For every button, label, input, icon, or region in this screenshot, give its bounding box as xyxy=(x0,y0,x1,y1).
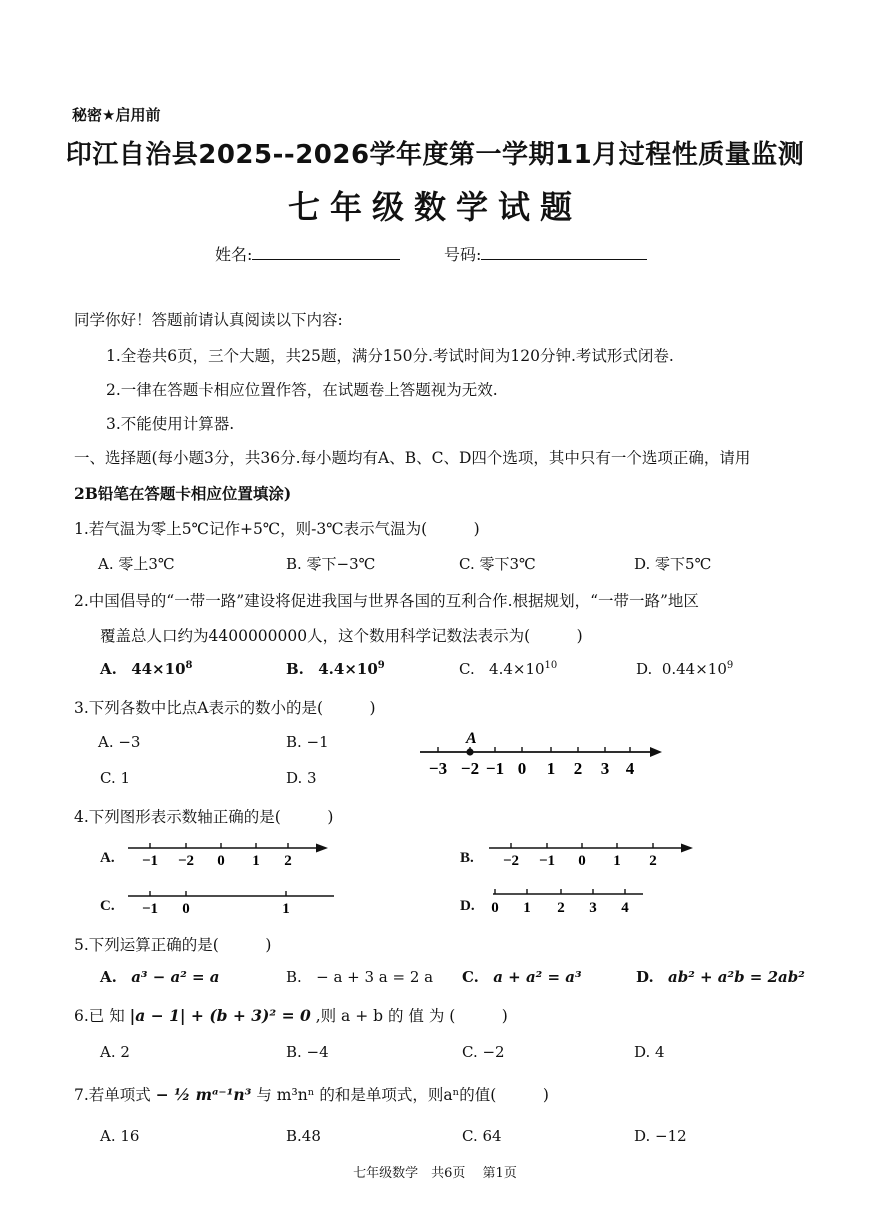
q7-option-b[interactable]: B.48 xyxy=(286,1127,321,1145)
axis-tick-label: −1 xyxy=(141,901,159,917)
q1-option-a[interactable]: A. 零上3℃ xyxy=(98,555,175,573)
name-label: 姓名: xyxy=(215,245,253,264)
q6-option-d[interactable]: D. 4 xyxy=(634,1043,665,1061)
option-letter: B. xyxy=(286,968,302,986)
axis-arrow-icon xyxy=(681,844,693,853)
q7-stem xyxy=(74,1083,549,1105)
q2-option-b[interactable] xyxy=(286,660,385,678)
axis-tick-label: 3 xyxy=(589,900,597,916)
section1-heading-cont: 2B铅笔在答题卡相应位置填涂) xyxy=(74,484,292,503)
option-letter: C. xyxy=(459,660,475,678)
axis-tick-label: −1 xyxy=(141,853,159,869)
name-field[interactable] xyxy=(215,242,400,265)
axis-tick-label: 4 xyxy=(621,900,629,916)
axis-tick-label: 1 xyxy=(523,900,531,916)
option-letter: D. xyxy=(636,660,653,678)
axis-tick-label: 0 xyxy=(517,759,527,778)
axis-tick-label: 2 xyxy=(649,853,657,869)
axis-tick-label: 2 xyxy=(284,853,292,869)
exam-subtitle: 七年级数学试题 xyxy=(287,188,582,226)
q6-stem-prefix: 6.已 知 xyxy=(74,1007,125,1025)
axis-tick-label: −1 xyxy=(485,759,505,778)
q6-option-c[interactable]: C. −2 xyxy=(462,1043,505,1061)
option-value: 0.44×10 xyxy=(661,660,727,678)
q5-option-b[interactable] xyxy=(286,968,433,986)
q1-option-d[interactable]: D. 零下5℃ xyxy=(634,555,712,573)
q1-stem: 1.若气温为零上5℃记作+5℃，则-3℃表示气温为( ) xyxy=(74,520,480,538)
q6-stem xyxy=(74,1004,508,1026)
option-exponent: 10 xyxy=(544,660,558,671)
option-value: − a + 3 a = 2 a xyxy=(316,968,434,986)
axis-tick-label: 0 xyxy=(578,853,586,869)
q3-option-b[interactable]: B. −1 xyxy=(286,733,329,751)
axis-tick-label: −3 xyxy=(428,759,448,778)
q4-option-d-letter[interactable]: D. xyxy=(460,898,475,914)
q4-axis-d[interactable] xyxy=(487,882,647,920)
option-exponent: 9 xyxy=(377,660,385,671)
number-label: 号码: xyxy=(444,245,482,264)
q7-stem-suffix: 与 m³nⁿ 的和是单项式，则aⁿ的值( ) xyxy=(256,1086,549,1104)
q3-number-line xyxy=(416,728,666,782)
axis-tick-label: 1 xyxy=(252,853,260,869)
axis-tick-label: 2 xyxy=(557,900,565,916)
q4-axis-c[interactable] xyxy=(126,884,336,920)
instructions-greeting: 同学你好！答题前请认真阅读以下内容: xyxy=(74,311,343,329)
secret-label: 秘密★启用前 xyxy=(72,106,161,124)
option-letter: D. xyxy=(636,968,654,986)
q2-option-a[interactable] xyxy=(100,660,192,678)
page-footer: 七年级数学 共6页 第1页 xyxy=(353,1166,517,1181)
q7-option-d[interactable]: D. −12 xyxy=(634,1127,687,1145)
q4-stem: 4.下列图形表示数轴正确的是( ) xyxy=(74,808,334,826)
axis-tick-label: −2 xyxy=(177,853,195,869)
option-letter: B. xyxy=(286,660,304,678)
option-letter: A. xyxy=(100,968,117,986)
option-value: a³ − a² = a xyxy=(131,968,220,986)
axis-tick-label: 0 xyxy=(217,853,225,869)
option-value: 4.4×10 xyxy=(489,660,545,678)
q7-stem-prefix: 7.若单项式 xyxy=(74,1086,151,1104)
axis-arrow-icon xyxy=(650,747,662,757)
q5-option-d[interactable] xyxy=(636,968,805,986)
instruction-item: 1.全卷共6页，三个大题，共25题，满分150分.考试时间为120分钟.考试形式闭卷. xyxy=(106,347,674,365)
q2-option-c[interactable] xyxy=(459,660,557,678)
option-value: a + a² = a³ xyxy=(493,968,582,986)
point-a-label: A xyxy=(466,730,477,747)
q3-option-d[interactable]: D. 3 xyxy=(286,769,317,787)
axis-arrow-icon xyxy=(316,844,328,853)
option-value: 44×10 xyxy=(131,660,186,678)
q5-option-c[interactable] xyxy=(462,968,582,986)
section1-heading: 一、选择题(每小题3分，共36分.每小题均有A、B、C、D四个选项，其中只有一个选项正确，请用 xyxy=(74,449,751,467)
q7-option-c[interactable]: C. 64 xyxy=(462,1127,502,1145)
q4-option-a-letter[interactable]: A. xyxy=(100,850,115,866)
axis-tick-label: 3 xyxy=(600,759,610,778)
q4-axis-a[interactable] xyxy=(126,836,331,872)
axis-tick-label: −1 xyxy=(538,853,556,869)
axis-tick-label: 1 xyxy=(613,853,621,869)
q6-stem-suffix: ,则 a + b 的 值 为 ( ) xyxy=(315,1007,508,1025)
option-letter: A. xyxy=(100,660,117,678)
q3-option-a[interactable]: A. −3 xyxy=(98,733,141,751)
q2-option-d[interactable] xyxy=(636,660,733,678)
q6-equation: |a − 1| + (b + 3)² = 0 xyxy=(129,1006,311,1025)
q4-axis-b[interactable] xyxy=(487,836,697,872)
q3-stem: 3.下列各数中比点A表示的数小的是( ) xyxy=(74,699,376,717)
option-exponent: 8 xyxy=(185,660,193,671)
option-exponent: 9 xyxy=(726,660,734,671)
axis-tick-label: 1 xyxy=(546,759,556,778)
q6-option-a[interactable]: A. 2 xyxy=(100,1043,130,1061)
option-value: 4.4×10 xyxy=(318,660,378,678)
q6-option-b[interactable]: B. −4 xyxy=(286,1043,329,1061)
instruction-item: 2.一律在答题卡相应位置作答，在试题卷上答题视为无效. xyxy=(106,381,498,399)
q2-stem: 2.中国倡导的“一带一路”建设将促进我国与世界各国的互利合作.根据规划，“一带一路”地区 xyxy=(74,592,699,610)
name-underline[interactable] xyxy=(252,245,400,260)
axis-tick-label: 0 xyxy=(491,900,499,916)
exam-title: 印江自治县2025--2026学年度第一学期11月过程性质量监测 xyxy=(65,140,805,170)
q2-stem-cont: 覆盖总人口约为4400000000人，这个数用科学记数法表示为( ) xyxy=(100,627,583,645)
q4-option-b-letter[interactable]: B. xyxy=(460,850,474,866)
axis-tick-label: −2 xyxy=(502,853,520,869)
axis-tick-label: 1 xyxy=(282,901,290,917)
point-a-dot xyxy=(466,748,473,755)
q5-option-a[interactable] xyxy=(100,968,220,986)
axis-tick-label: 0 xyxy=(182,901,190,917)
instruction-item: 3.不能使用计算器. xyxy=(106,415,235,433)
q7-monomial: − ½ mᵃ⁻¹n³ xyxy=(155,1085,252,1104)
option-letter: C. xyxy=(462,968,479,986)
q4-option-c-letter[interactable]: C. xyxy=(100,898,115,914)
q1-option-c[interactable]: C. 零下3℃ xyxy=(459,555,536,573)
q1-option-b[interactable]: B. 零下−3℃ xyxy=(286,555,376,573)
axis-tick-label: −2 xyxy=(460,759,480,778)
q7-option-a[interactable]: A. 16 xyxy=(100,1127,140,1145)
option-value: ab² + a²b = 2ab² xyxy=(668,968,805,986)
number-underline[interactable] xyxy=(481,245,647,260)
number-field[interactable] xyxy=(444,242,647,265)
axis-tick-label: 2 xyxy=(573,759,583,778)
axis-tick-label: 4 xyxy=(625,759,635,778)
q5-stem: 5.下列运算正确的是( ) xyxy=(74,936,272,954)
q3-option-c[interactable]: C. 1 xyxy=(100,769,131,787)
